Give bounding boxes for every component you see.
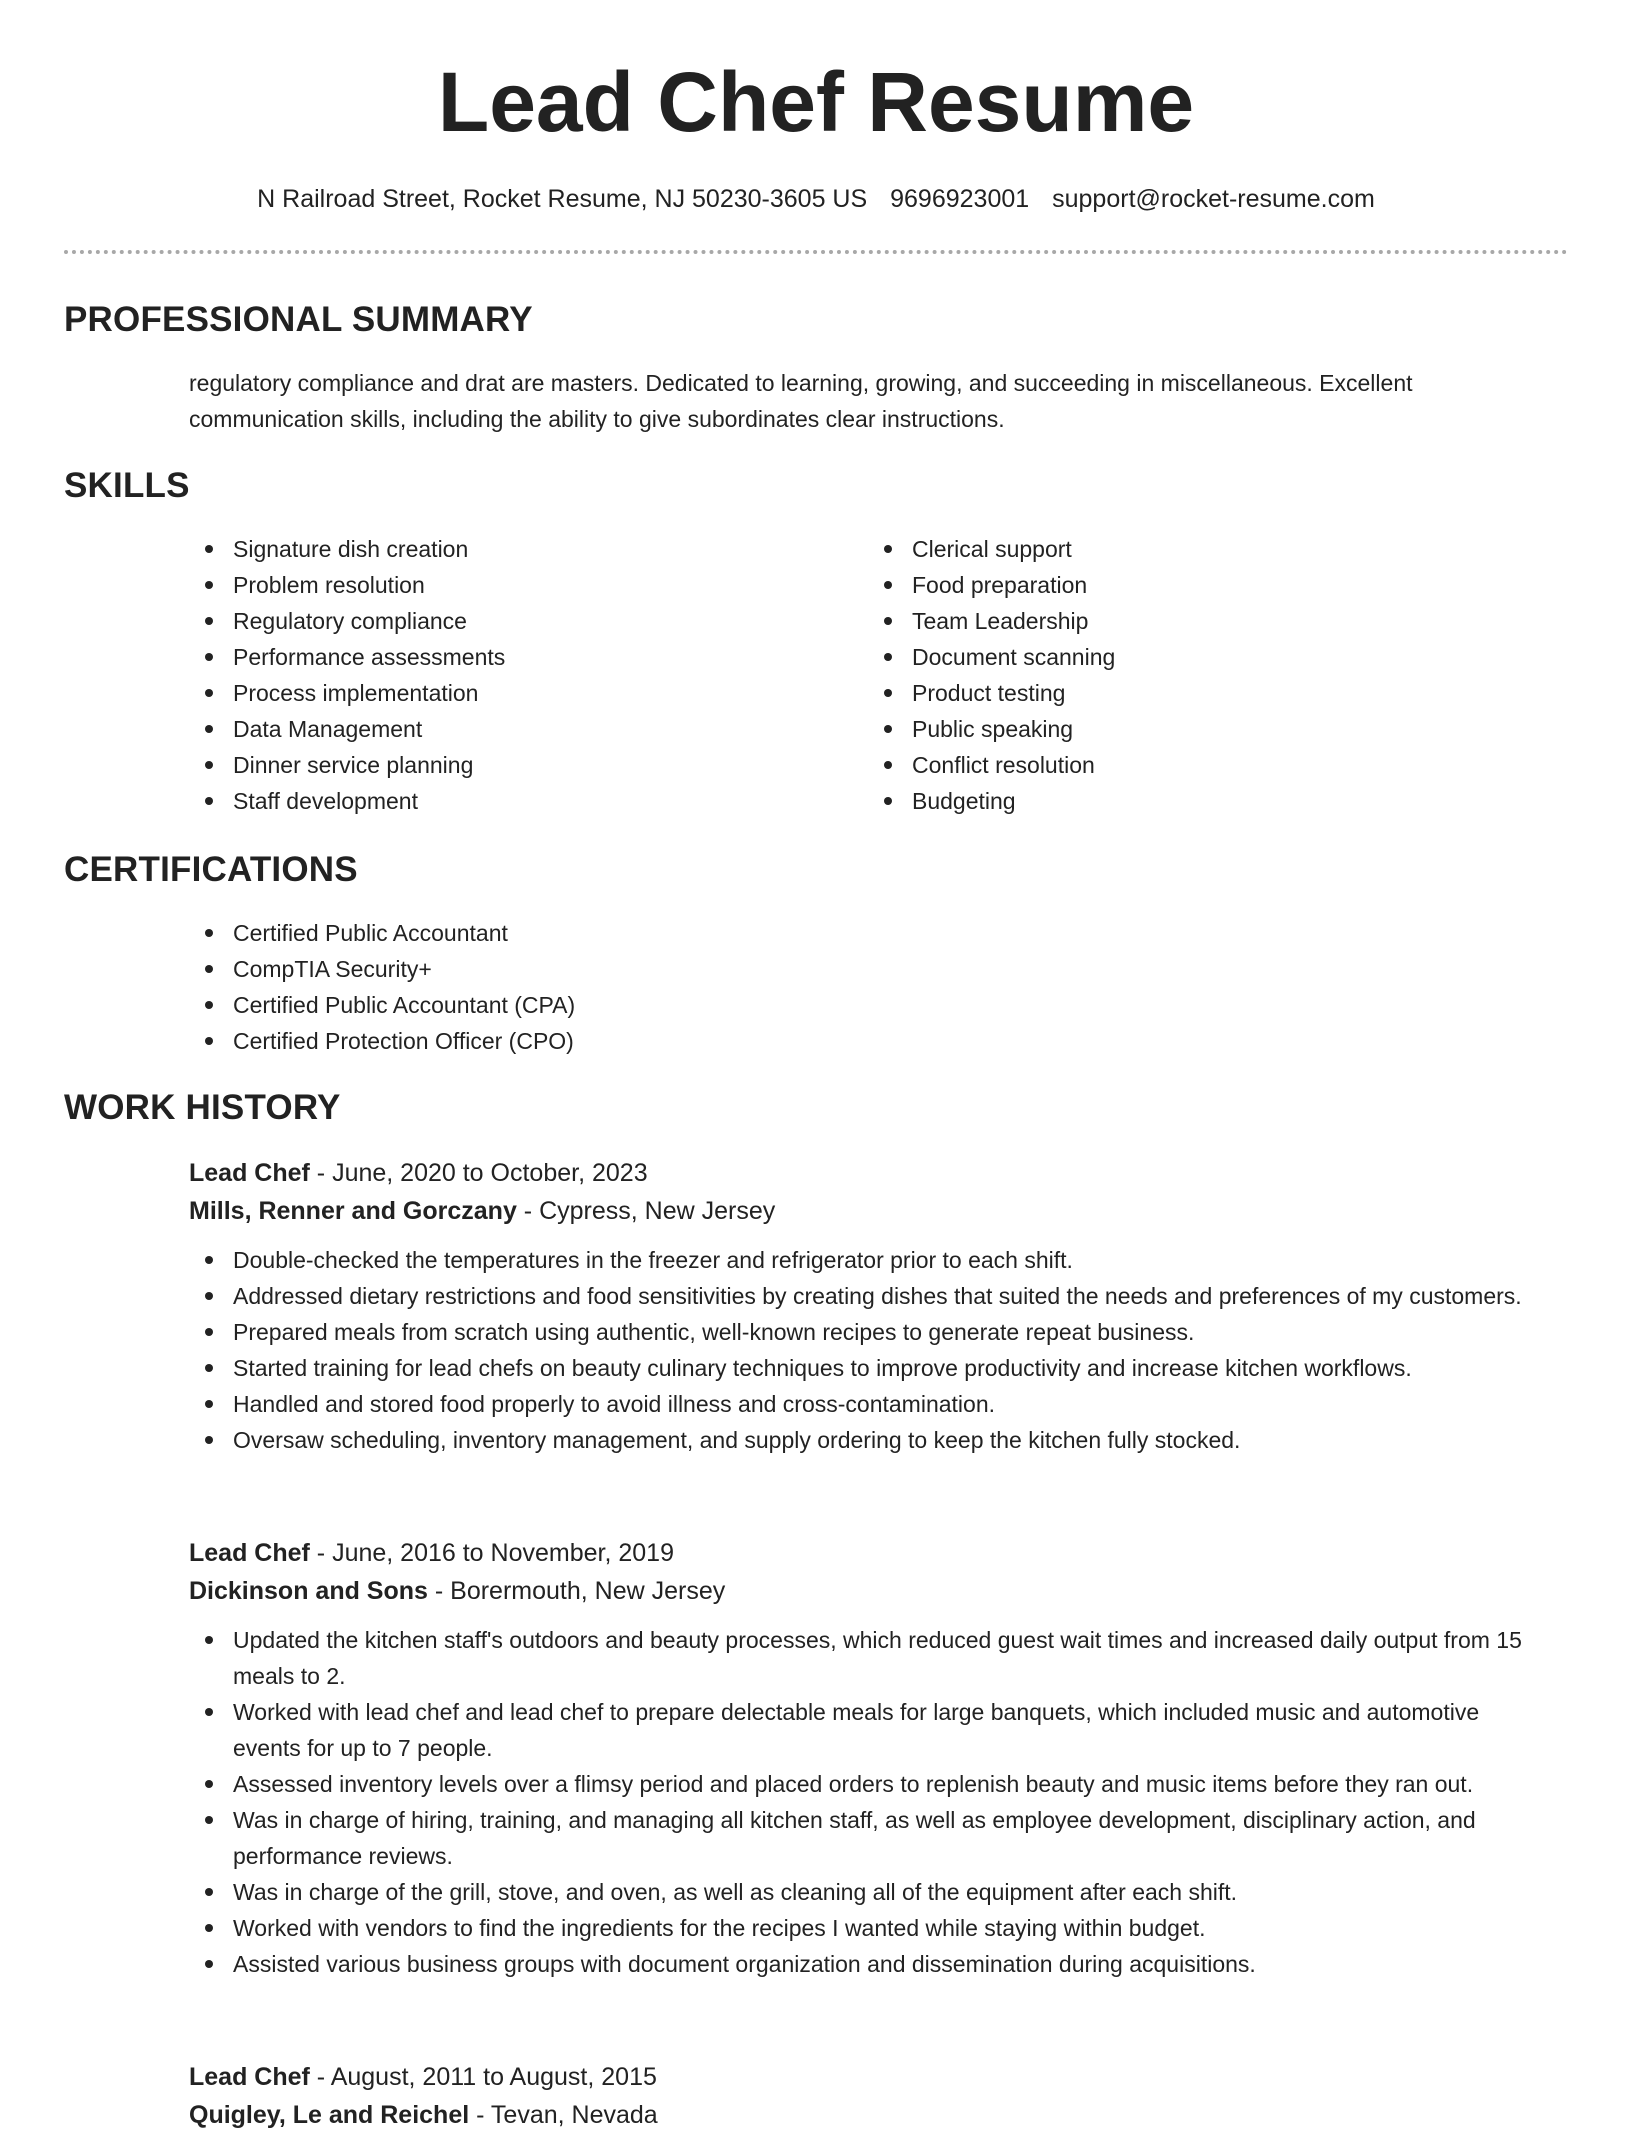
job-duty: Handled and stored food properly to avoid illness and cross-contamination. [189, 1386, 1549, 1422]
skill-item: Problem resolution [189, 567, 829, 603]
contact-line [0, 182, 1632, 216]
job-title-line [189, 2058, 1549, 2096]
contact-address: N Railroad Street, Rocket Resume, NJ 50230-3605 US [257, 185, 868, 213]
certifications-heading: CERTIFICATIONS [64, 850, 358, 889]
job-title: Lead Chef [189, 1159, 310, 1187]
skills-heading: SKILLS [64, 466, 190, 505]
job-title: Lead Chef [189, 2063, 310, 2091]
summary-text: regulatory compliance and drat are masters. Dedicated to learning, growing, and succeeding in miscellaneous. Excellent communication skills, including the ability to give subordinates clear instructions. [189, 370, 1413, 432]
skill-item: Data Management [189, 711, 829, 747]
certification-item: Certified Public Accountant (CPA) [189, 987, 1089, 1023]
skills-list-right [868, 531, 1508, 819]
contact-phone: 9696923001 [890, 185, 1030, 213]
job-duty: Double-checked the temperatures in the freezer and refrigerator prior to each shift. [189, 1242, 1549, 1278]
work-history-heading: WORK HISTORY [64, 1088, 341, 1127]
job-location: - Tevan, Nevada [469, 2101, 658, 2129]
skill-item: Budgeting [868, 783, 1508, 819]
skill-item: Conflict resolution [868, 747, 1508, 783]
job-dates: - June, 2016 to November, 2019 [309, 1539, 674, 1567]
job-entry [189, 1534, 1549, 1982]
job-company-line [189, 1192, 1549, 1230]
job-duty: Was in charge of the grill, stove, and oven, as well as cleaning all of the equipment after each shift. [189, 1874, 1549, 1910]
skill-item: Team Leadership [868, 603, 1508, 639]
skill-item: Document scanning [868, 639, 1508, 675]
job-company-line [189, 2096, 1549, 2134]
job-location: - Borermouth, New Jersey [427, 1577, 726, 1605]
skill-item: Dinner service planning [189, 747, 829, 783]
job-duty: Prepared meals from scratch using authentic, well-known recipes to generate repeat business. [189, 1314, 1549, 1350]
summary-heading: PROFESSIONAL SUMMARY [64, 300, 533, 339]
job-title: Lead Chef [189, 1539, 310, 1567]
job-duties-list [189, 1622, 1549, 1982]
skill-item: Clerical support [868, 531, 1508, 567]
job-duty: Assisted various business groups with document organization and dissemination during acquisitions. [189, 1946, 1549, 1982]
job-duties-list [189, 1242, 1549, 1458]
job-company: Quigley, Le and Reichel [189, 2101, 470, 2129]
job-company-line [189, 1572, 1549, 1610]
skill-item: Signature dish creation [189, 531, 829, 567]
job-entry [189, 1154, 1549, 1458]
job-duty: Addressed dietary restrictions and food sensitivities by creating dishes that suited the needs and preferences of my customers. [189, 1278, 1549, 1314]
certification-item: CompTIA Security+ [189, 951, 1089, 987]
job-duty: Assessed inventory levels over a flimsy period and placed orders to replenish beauty and music items before they ran out. [189, 1766, 1549, 1802]
job-dates: - June, 2020 to October, 2023 [309, 1159, 648, 1187]
certifications-list [189, 915, 1089, 1059]
job-duty: Updated the kitchen staff's outdoors and beauty processes, which reduced guest wait times and increased daily output from 15 meals to 2. [189, 1622, 1549, 1694]
job-title-line [189, 1534, 1549, 1572]
skill-item: Regulatory compliance [189, 603, 829, 639]
job-title-line [189, 1154, 1549, 1192]
skill-item: Performance assessments [189, 639, 829, 675]
job-duty: Started training for lead chefs on beauty culinary techniques to improve productivity and increase kitchen workflows. [189, 1350, 1549, 1386]
job-duty: Oversaw scheduling, inventory management, and supply ordering to keep the kitchen fully stocked. [189, 1422, 1549, 1458]
job-entry [189, 2058, 1549, 2134]
skill-item: Public speaking [868, 711, 1508, 747]
job-duty: Worked with vendors to find the ingredients for the recipes I wanted while staying within budget. [189, 1910, 1549, 1946]
resume-title: Lead Chef Resume [437, 55, 1195, 149]
job-dates: - August, 2011 to August, 2015 [309, 2063, 657, 2091]
skills-list-left [189, 531, 829, 819]
skill-item: Process implementation [189, 675, 829, 711]
skill-item: Food preparation [868, 567, 1508, 603]
job-location: - Cypress, New Jersey [516, 1197, 776, 1225]
skill-item: Staff development [189, 783, 829, 819]
skill-item: Product testing [868, 675, 1508, 711]
certification-item: Certified Protection Officer (CPO) [189, 1023, 1089, 1059]
header-divider [64, 250, 1568, 254]
job-company: Mills, Renner and Gorczany [189, 1197, 517, 1225]
job-duty: Was in charge of hiring, training, and managing all kitchen staff, as well as employee development, disciplinary action, and performance reviews. [189, 1802, 1549, 1874]
job-duty: Worked with lead chef and lead chef to prepare delectable meals for large banquets, which included music and automotive events for up to 7 people. [189, 1694, 1549, 1766]
job-company: Dickinson and Sons [189, 1577, 428, 1605]
certification-item: Certified Public Accountant [189, 915, 1089, 951]
contact-email: support@rocket-resume.com [1052, 185, 1375, 213]
